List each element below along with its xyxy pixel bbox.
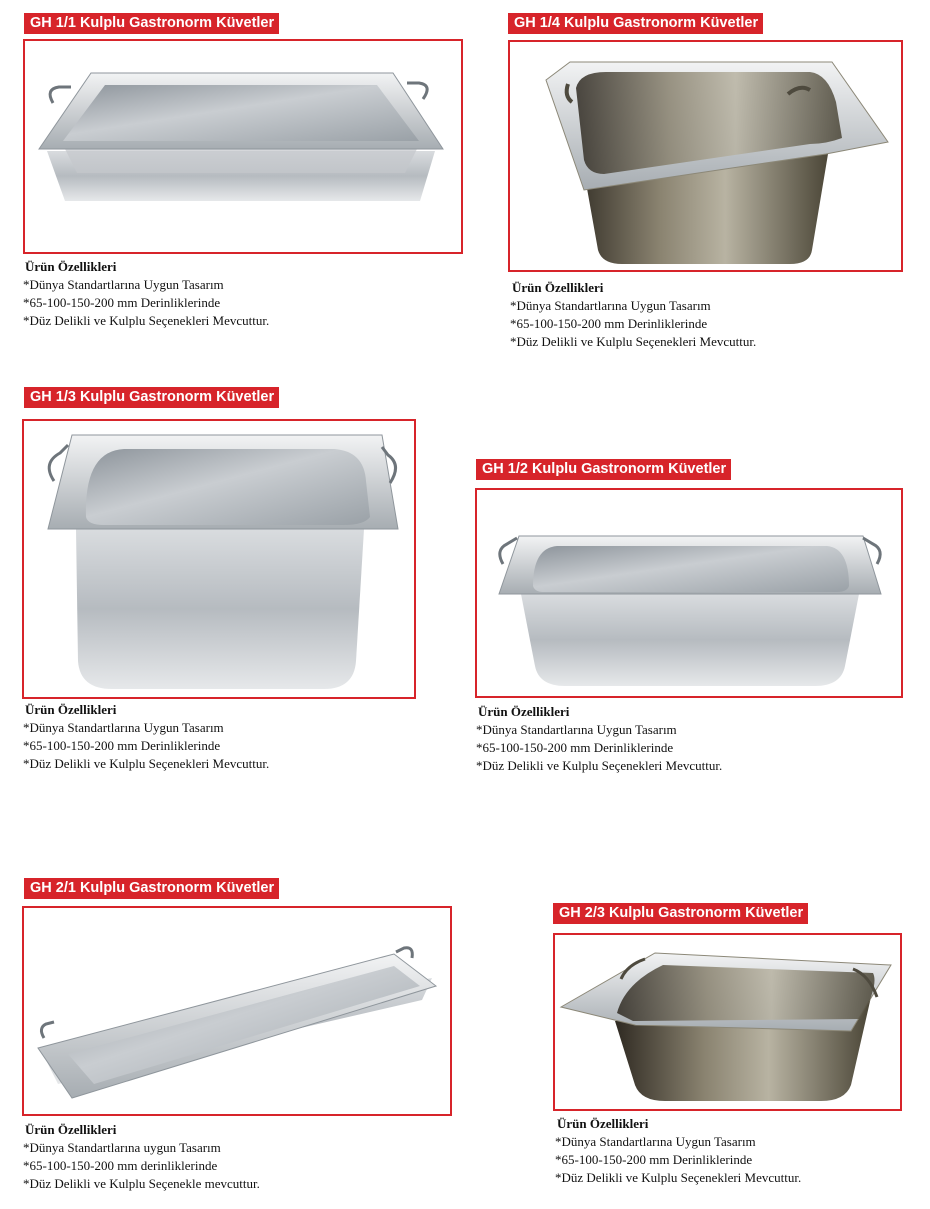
feature-line: *Düz Delikli ve Kulplu Seçenekleri Mevcuttur. [23, 313, 270, 328]
features-heading: Ürün Özellikleri [557, 1116, 649, 1131]
features-heading: Ürün Özellikleri [478, 704, 570, 719]
feature-line: *Düz Delikli ve Kulplu Seçenekleri Mevcuttur. [23, 756, 270, 771]
feature-line: *65-100-150-200 mm Derinliklerinde [555, 1152, 753, 1167]
product-title: GH 1/1 Kulplu Gastronorm Küvetler [24, 13, 279, 34]
feature-line: *Dünya Standartlarına uygun Tasarım [23, 1140, 221, 1155]
feature-line: *Dünya Standartlarına Uygun Tasarım [555, 1134, 756, 1149]
feature-line: *Dünya Standartlarına Uygun Tasarım [510, 298, 711, 313]
feature-line: *Düz Delikli ve Kulplu Seçenekleri Mevcuttur. [476, 758, 723, 773]
feature-line: *Dünya Standartlarına Uygun Tasarım [476, 722, 677, 737]
feature-line: *65-100-150-200 mm Derinliklerinde [476, 740, 674, 755]
feature-line: *65-100-150-200 mm Derinliklerinde [510, 316, 708, 331]
product-title: GH 2/3 Kulplu Gastronorm Küvetler [553, 903, 808, 924]
features-heading: Ürün Özellikleri [25, 702, 117, 717]
feature-line: *Düz Delikli ve Kulplu Seçenekle mevcuttur. [23, 1176, 260, 1191]
feature-line: *Düz Delikli ve Kulplu Seçenekleri Mevcuttur. [555, 1170, 802, 1185]
feature-line: *Dünya Standartlarına Uygun Tasarım [23, 277, 224, 292]
feature-line: *65-100-150-200 mm derinliklerinde [23, 1158, 218, 1173]
product-title: GH 1/4 Kulplu Gastronorm Küvetler [508, 13, 763, 34]
features-heading: Ürün Özellikleri [512, 280, 604, 295]
feature-line: *Dünya Standartlarına Uygun Tasarım [23, 720, 224, 735]
gastronorm-pan-2-3-image [555, 935, 900, 1109]
features-heading: Ürün Özellikleri [25, 259, 117, 274]
product-title: GH 2/1 Kulplu Gastronorm Küvetler [24, 878, 279, 899]
product-features [555, 1115, 801, 1187]
features-heading: Ürün Özellikleri [25, 1122, 117, 1137]
feature-line: *65-100-150-200 mm Derinliklerinde [23, 738, 221, 753]
product-image-frame [553, 933, 902, 1111]
product-title: GH 1/2 Kulplu Gastronorm Küvetler [476, 459, 731, 480]
feature-line: *Düz Delikli ve Kulplu Seçenekleri Mevcuttur. [510, 334, 757, 349]
feature-line: *65-100-150-200 mm Derinliklerinde [23, 295, 221, 310]
product-title: GH 1/3 Kulplu Gastronorm Küvetler [24, 387, 279, 408]
